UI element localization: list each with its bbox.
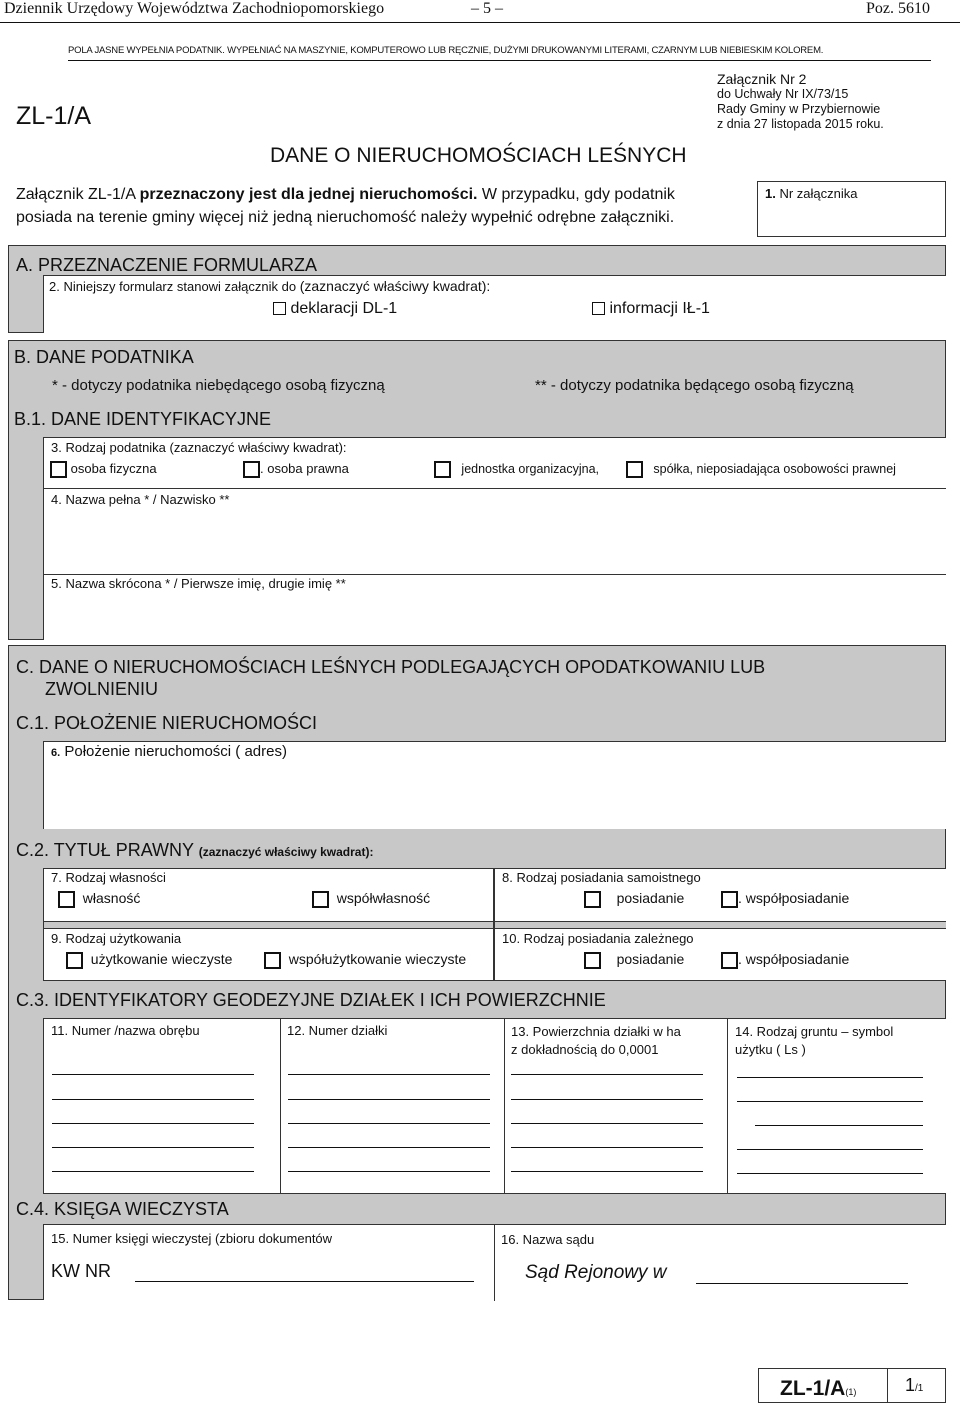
precinct-line[interactable] [52,1147,254,1148]
annex-line2: do Uchwały Nr IX/73/15 [717,87,849,101]
land-register-divider [494,1225,495,1301]
opt-co-usufruct-label: współużytkowanie wieczyste [288,951,467,967]
f4-label: 4. Nazwa pełna * / Nazwisko ** [51,492,230,507]
parcel-number-line[interactable] [288,1099,490,1100]
f6-label: Położenie nieruchomości ( adres) [60,743,287,760]
intro-line2: posiada na terenie gminy więcej niż jedną nieruchomość należy wypełnić odrębne załączniki. [16,209,675,226]
option-co-ownership[interactable] [312,890,430,908]
checkbox-ownership[interactable] [58,891,75,908]
footer-code-box [758,1368,946,1403]
journal-header [4,0,956,22]
section-a [8,245,946,333]
footer-code-sub: (1) [845,1387,857,1397]
section-b-title: B. DANE PODATNIKA [14,347,194,367]
checkbox-natural-person[interactable] [50,461,67,478]
f13-line2: z dokładnością do 0,0001 [511,1042,659,1057]
checkbox-dl1[interactable] [273,302,286,315]
f12-label: 12. Numer działki [287,1023,388,1038]
note-natural: ** - dotyczy podatnika będącego osobą fizyczną [535,377,854,394]
checkbox-company[interactable] [626,461,643,478]
checkbox-co-usufruct[interactable] [264,952,281,969]
f16-label [501,1232,594,1247]
f2-label: Niniejszy formularz stanowi załącznik do [59,279,300,294]
annex-number-field[interactable] [757,181,946,237]
f2-hint: (zaznaczyć właściwy kwadrat): [299,278,491,294]
short-name-field[interactable] [43,574,946,640]
area-line[interactable] [511,1147,703,1148]
footer-code-text: ZL-1/A [780,1377,846,1400]
section-b1-title: B.1. DANE IDENTYFIKACYJNE [14,409,272,429]
f2-num: 2. [49,279,60,294]
f3-label: 3. Rodzaj podatnika (zaznaczyć właściwy kwadrat): [51,440,347,455]
intro-bold: przeznaczony jest dla jednej nieruchomości. [139,186,478,203]
land-type-line[interactable] [737,1173,923,1174]
section-c [8,645,946,1300]
section-c4-title: C.4. KSIĘGA WIECZYSTA [16,1199,229,1219]
land-register-box [43,1224,946,1300]
area-line[interactable] [511,1099,703,1100]
field1-label: Nr załącznika [775,186,858,201]
opt-dependent-co-label: . współposiadanie [738,951,850,967]
opt-legal-label: . osoba prawna [260,461,349,476]
option-il1-label: informacji IŁ-1 [609,300,710,317]
checkbox-perpetual-usufruct[interactable] [66,952,83,969]
location-field[interactable] [43,741,946,829]
section-a-title: A. PRZEZNACZENIE FORMULARZA [16,255,318,275]
intro-text [16,183,756,229]
f14-line1: 14. Rodzaj gruntu – symbol [735,1024,894,1039]
annex-line3: Rady Gminy w Przybiernowie [717,102,881,116]
section-c1-title: C.1. POŁOŻENIE NIERUCHOMOŚCI [16,713,318,733]
opt-org-label: jednostka organizacyjna, [461,461,600,476]
precinct-line[interactable] [52,1074,254,1075]
option-legal-person[interactable] [243,461,349,478]
opt-perpetual-label: użytkowanie wieczyste [90,951,233,967]
option-co-usufruct[interactable] [264,951,466,969]
checkbox-dependent-co-possession[interactable] [721,952,738,969]
checkbox-possession[interactable] [584,891,601,908]
opt-possession-label: posiadanie [616,890,685,906]
option-natural-person[interactable] [50,461,157,478]
checkbox-co-ownership[interactable] [312,891,329,908]
opt-co-possession-label: . współposiadanie [738,890,850,906]
land-type-line[interactable] [737,1101,923,1102]
purpose-field [43,275,946,333]
opt-dependent-label: posiadanie [616,951,685,967]
parcel-number-line[interactable] [288,1074,490,1075]
opt-ownership-label: własność [82,890,141,906]
annex-line1: Załącznik Nr 2 [717,71,807,87]
f15-label: 15. Numer księgi wieczystej (zbioru dokumentów [51,1231,333,1246]
option-perpetual-usufruct[interactable] [66,951,232,969]
f13-label [511,1023,681,1059]
option-il1[interactable] [592,300,710,318]
form-title: DANE O NIERUCHOMOŚCIACH LEŚNYCH [270,144,687,167]
land-type-line[interactable] [737,1077,923,1078]
intro-part1: Załącznik ZL-1/A [16,186,140,203]
court-name-line[interactable] [696,1283,908,1284]
checkbox-org-unit[interactable] [434,461,451,478]
full-name-field[interactable] [43,488,946,574]
page-number: – 5 – [471,0,503,17]
f6-num: 6. [51,747,61,759]
fill-instruction: POLA JASNE WYPEŁNIA PODATNIK. WYPEŁNIAĆ NA MASZYNIE, KOMPUTEROWO LUB RĘCZNIE, DUŻYMI DRUKOWANYMI LITERAMI, CZARNYM LUB NIEBIESKIM KOLOREM. [68,45,824,56]
f11-label: 11. Numer /nazwa obrębu [51,1023,200,1038]
c2-title-text: C.2. TYTUŁ PRAWNY [16,840,194,860]
option-co-possession[interactable] [721,890,849,908]
journal-name: Dziennik Urzędowy Województwa Zachodniopomorskiego [4,0,385,17]
f9-label: 9. Rodzaj użytkowania [51,931,182,946]
f16-text: 16. Nazwa sądu [501,1232,595,1247]
f14-label [735,1023,893,1059]
land-register-number-line[interactable] [135,1281,474,1282]
note-legal: * - dotyczy podatnika niebędącego osobą fizyczną [52,377,385,394]
parcel-number-line[interactable] [288,1147,490,1148]
field1-num: 1. [765,186,776,201]
col-divider-1 [280,1019,281,1194]
f5-label: 5. Nazwa skrócona * / Pierwsze imię, drugie imię ** [51,576,346,591]
footer-page-of: /1 [915,1383,924,1394]
land-type-line[interactable] [737,1149,923,1150]
f14-line2: użytku ( Ls ) [735,1042,806,1057]
option-org-unit[interactable] [434,461,599,478]
annex-line4: z dnia 27 listopada 2015 roku. [717,117,884,131]
ownership-separator [44,921,493,929]
f10-label: 10. Rodzaj posiadania zależnego [502,931,694,946]
parcel-number-line[interactable] [288,1171,490,1172]
checkbox-il1[interactable] [592,302,605,315]
f7-label: 7. Rodzaj własności [51,870,166,885]
option-dl1-label: deklaracji DL-1 [290,300,398,317]
section-c-title [16,656,765,700]
footer-divider [887,1369,888,1403]
court-prefix: Sąd Rejonowy w [525,1262,667,1283]
opt-company-label: spółka, nieposiadająca osobowości prawnej [653,461,896,476]
option-dependent-possession[interactable] [584,951,684,969]
col-divider-3 [727,1019,728,1194]
precinct-line[interactable] [52,1123,254,1124]
opt-co-ownership-label: współwłasność [336,890,431,906]
instruction-divider [68,60,931,61]
possession-box [494,868,946,981]
option-ownership[interactable] [58,890,140,908]
option-possession[interactable] [584,890,684,908]
intro-part2: W przypadku, gdy podatnik [477,186,675,203]
possession-separator [495,921,946,929]
footer-page-num: 1 [905,1375,916,1395]
section-c-title-line1: C. DANE O NIERUCHOMOŚCIACH LEŚNYCH PODLEGAJĄCYCH OPODATKOWANIU LUB [16,657,766,677]
footer-form-code [780,1377,856,1401]
f8-label: 8. Rodzaj posiadania samoistnego [502,870,701,885]
c2-hint: (zaznaczyć właściwy kwadrat): [198,845,374,859]
form-code: ZL-1/A [16,102,92,130]
area-line[interactable] [511,1171,703,1172]
option-dl1[interactable] [273,300,397,318]
parcels-table [43,1018,946,1194]
kw-prefix: KW NR [51,1261,111,1281]
area-line[interactable] [511,1074,703,1075]
parcel-number-line[interactable] [288,1123,490,1124]
option-dependent-co-possession[interactable] [721,951,849,969]
annex-block [717,72,884,132]
f13-line1: 13. Powierzchnia działki w ha [511,1024,681,1039]
position-number: Poz. 5610 [866,0,930,17]
area-line[interactable] [511,1123,703,1124]
option-company[interactable] [626,461,896,478]
checkbox-legal-person[interactable] [243,461,260,478]
opt-natural-label: osoba fizyczna [70,461,157,476]
precinct-line[interactable] [52,1171,254,1172]
section-c2-title [16,840,373,861]
land-type-line[interactable] [755,1125,923,1126]
col-divider-2 [504,1019,505,1194]
checkbox-dependent-possession[interactable] [584,952,601,969]
section-c3-title: C.3. IDENTYFIKATORY GEODEZYJNE DZIAŁEK I ICH POWIERZCHNIE [16,990,606,1010]
section-c-title-line2: ZWOLNIENIU [45,679,159,699]
footer-page [905,1375,923,1396]
header-divider [0,22,960,23]
checkbox-co-possession[interactable] [721,891,738,908]
ownership-box [43,868,494,981]
section-b [8,340,946,640]
precinct-line[interactable] [52,1099,254,1100]
